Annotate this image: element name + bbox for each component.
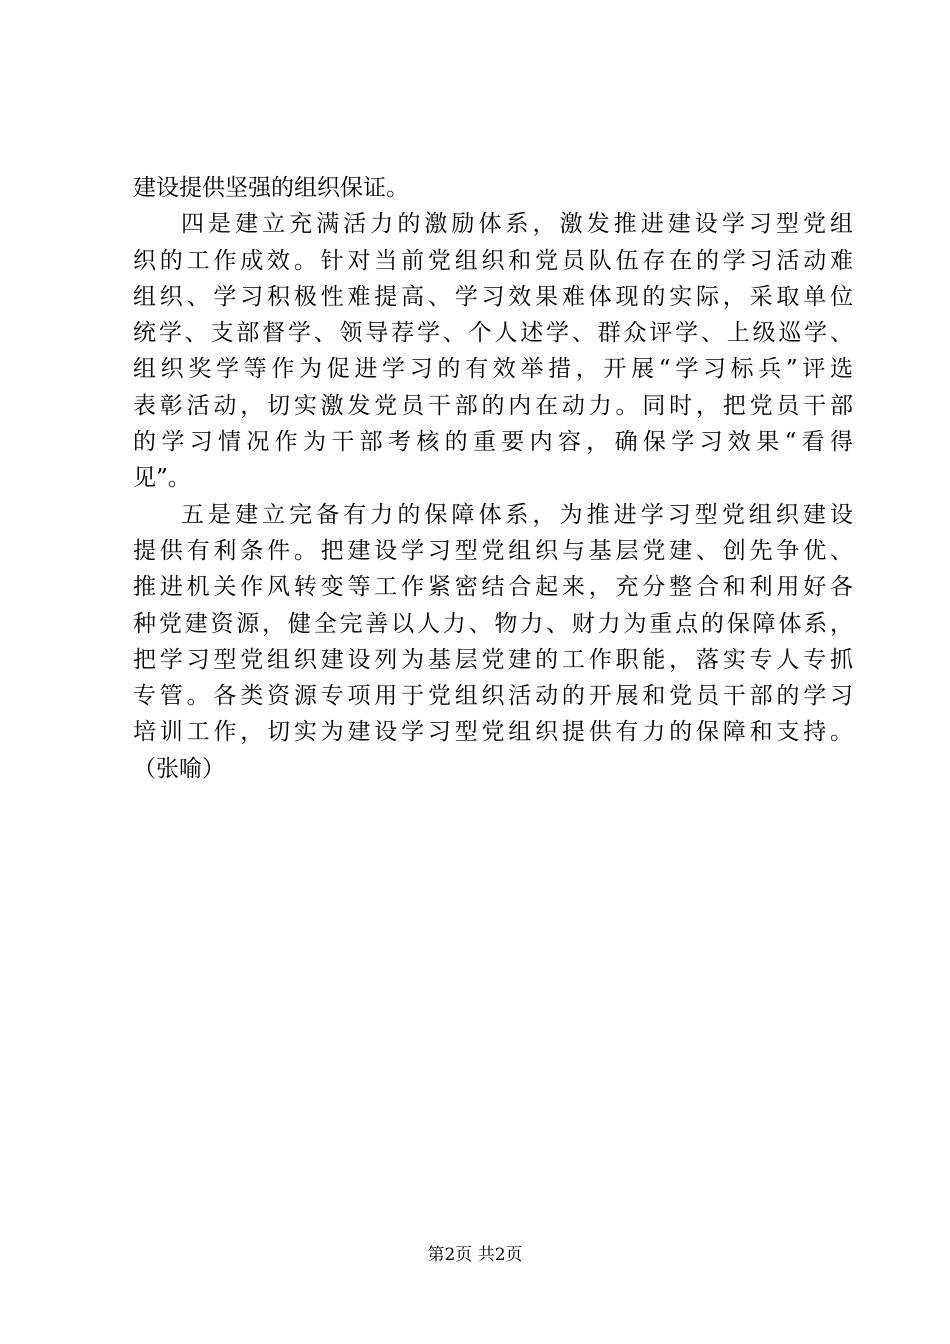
paragraph-1 <box>133 170 853 206</box>
text-line: 组织、学习积极性难提高、学习效果难体现的实际，采取单位 <box>133 283 853 310</box>
text-line: 五是建立完备有力的保障体系，为推进学习型党组织建设 <box>181 501 853 528</box>
text-line: 表彰活动，切实激发党员干部的内在动力。同时，把党员干部 <box>133 392 853 419</box>
text-line: 培训工作，切实为建设学习型党组织提供有力的保障和支持。 <box>133 719 853 746</box>
text-line: 把学习型党组织建设列为基层党建的工作职能，落实专人专抓 <box>133 646 853 673</box>
text-line: 见”。 <box>133 465 191 492</box>
text-line: 专管。各类资源专项用于党组织活动的开展和党员干部的学习 <box>133 683 853 710</box>
document-body <box>133 170 853 787</box>
text-line: 建设提供坚强的组织保证。 <box>133 175 409 201</box>
text-line: 的学习情况作为干部考核的重要内容，确保学习效果“看得 <box>133 429 853 456</box>
text-line: 统学、支部督学、领导荐学、个人述学、群众评学、上级巡学、 <box>133 320 853 347</box>
paragraph-3 <box>133 497 853 787</box>
text-line: 种党建资源，健全完善以人力、物力、财力为重点的保障体系， <box>133 610 853 637</box>
text-line: 推进机关作风转变等工作紧密结合起来，充分整合和利用好各 <box>133 574 853 601</box>
author-signature: （张喻） <box>133 755 225 782</box>
page-number-footer: 第2页 共2页 <box>427 1245 523 1265</box>
paragraph-2 <box>133 206 853 496</box>
text-line: 四是建立充满活力的激励体系，激发推进建设学习型党组 <box>181 211 853 238</box>
text-line: 组织奖学等作为促进学习的有效举措，开展“学习标兵”评选 <box>133 356 853 383</box>
text-line: 提供有利条件。把建设学习型党组织与基层党建、创先争优、 <box>133 537 853 564</box>
text-line: 织的工作成效。针对当前党组织和党员队伍存在的学习活动难 <box>133 247 853 274</box>
